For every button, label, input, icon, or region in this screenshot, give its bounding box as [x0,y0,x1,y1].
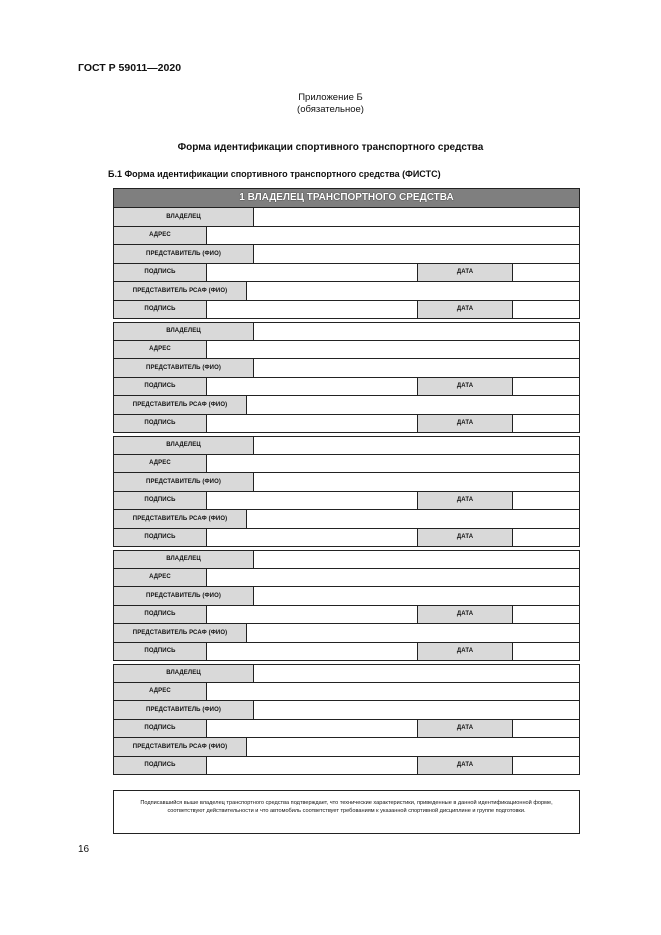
owner-label: ВЛАДЕЛЕЦ [114,551,254,568]
rsaf-signature-row [113,415,580,434]
address-label: АДРЕС [114,227,207,245]
address-field[interactable] [207,227,579,245]
signature-row [113,606,580,625]
representative-row [113,359,580,378]
signature-label: ПОДПИСЬ [114,415,207,433]
rsaf-signature-row [113,757,580,776]
owner-field[interactable] [254,208,579,226]
representative-row [113,245,580,264]
address-field[interactable] [207,455,579,473]
signature-row [113,492,580,511]
date-field[interactable] [513,492,579,510]
owner-row [113,664,580,683]
signature-label: ПОДПИСЬ [114,757,207,775]
date-label: ДАТА [418,757,513,775]
appendix-label: Приложение Б [298,92,363,103]
signature-label: ПОДПИСЬ [114,301,207,319]
address-label: АДРЕС [114,569,207,587]
signature-label: ПОДПИСЬ [114,264,207,282]
address-label: АДРЕС [114,455,207,473]
owner-field[interactable] [254,551,579,568]
address-row [113,683,580,702]
rsaf-representative-row [113,624,580,643]
address-field[interactable] [207,569,579,587]
representative-field[interactable] [254,473,579,491]
rsaf-representative-field[interactable] [247,624,579,642]
rsaf-signature-row [113,301,580,320]
signature-label: ПОДПИСЬ [114,643,207,661]
date-label: ДАТА [418,415,513,433]
signature-label: ПОДПИСЬ [114,492,207,510]
owner-row [113,208,580,227]
signature-label: ПОДПИСЬ [114,378,207,396]
rsaf-representative-row [113,738,580,757]
identification-form-table [113,188,580,775]
signature-field[interactable] [207,301,418,319]
signature-field[interactable] [207,606,418,624]
representative-field[interactable] [254,359,579,377]
representative-row [113,701,580,720]
rsaf-representative-label: ПРЕДСТАВИТЕЛЬ РСАФ (ФИО) [114,738,247,756]
signature-label: ПОДПИСЬ [114,606,207,624]
owner-field[interactable] [254,665,579,682]
address-field[interactable] [207,341,579,359]
representative-label: ПРЕДСТАВИТЕЛЬ (ФИО) [114,473,254,491]
rsaf-representative-label: ПРЕДСТАВИТЕЛЬ РСАФ (ФИО) [114,282,247,300]
owner-block [113,322,580,433]
rsaf-representative-field[interactable] [247,738,579,756]
representative-label: ПРЕДСТАВИТЕЛЬ (ФИО) [114,359,254,377]
signature-row [113,720,580,739]
representative-field[interactable] [254,587,579,605]
owner-label: ВЛАДЕЛЕЦ [114,437,254,454]
date-label: ДАТА [418,720,513,738]
table-header: 1 ВЛАДЕЛЕЦ ТРАНСПОРТНОГО СРЕДСТВА [113,188,580,208]
signature-field[interactable] [207,643,418,661]
signature-field[interactable] [207,529,418,547]
date-label: ДАТА [418,529,513,547]
date-field[interactable] [513,301,579,319]
document-id: ГОСТ Р 59011—2020 [78,62,182,74]
date-field[interactable] [513,264,579,282]
representative-label: ПРЕДСТАВИТЕЛЬ (ФИО) [114,245,254,263]
signature-field[interactable] [207,264,418,282]
owner-row [113,322,580,341]
rsaf-representative-label: ПРЕДСТАВИТЕЛЬ РСАФ (ФИО) [114,510,247,528]
form-title: Форма идентификации спортивного транспортного средства [177,142,484,153]
date-label: ДАТА [418,492,513,510]
representative-row [113,587,580,606]
signature-field[interactable] [207,492,418,510]
owner-label: ВЛАДЕЛЕЦ [114,208,254,226]
signature-row [113,264,580,283]
date-label: ДАТА [418,643,513,661]
rsaf-representative-row [113,396,580,415]
signature-field[interactable] [207,415,418,433]
address-label: АДРЕС [114,341,207,359]
rsaf-representative-field[interactable] [247,396,579,414]
page-number: 16 [78,844,90,855]
date-label: ДАТА [418,264,513,282]
representative-label: ПРЕДСТАВИТЕЛЬ (ФИО) [114,701,254,719]
owner-field[interactable] [254,323,579,340]
rsaf-representative-row [113,510,580,529]
date-label: ДАТА [418,378,513,396]
date-field[interactable] [513,378,579,396]
rsaf-representative-label: ПРЕДСТАВИТЕЛЬ РСАФ (ФИО) [114,624,247,642]
owner-label: ВЛАДЕЛЕЦ [114,665,254,682]
owner-row [113,436,580,455]
date-field[interactable] [513,606,579,624]
appendix-heading [0,92,661,116]
address-row [113,569,580,588]
rsaf-representative-label: ПРЕДСТАВИТЕЛЬ РСАФ (ФИО) [114,396,247,414]
signature-field[interactable] [207,378,418,396]
date-field[interactable] [513,757,579,775]
date-field[interactable] [513,720,579,738]
rsaf-signature-row [113,529,580,548]
appendix-status: (обязательное) [297,104,364,115]
section-title: Б.1 Форма идентификации спортивного транспортного средства (ФИСТС) [108,169,441,179]
signature-label: ПОДПИСЬ [114,529,207,547]
owner-block [113,550,580,661]
signature-field[interactable] [207,720,418,738]
date-field[interactable] [513,643,579,661]
owner-row [113,550,580,569]
representative-field[interactable] [254,701,579,719]
owner-field[interactable] [254,437,579,454]
rsaf-representative-field[interactable] [247,282,579,300]
rsaf-representative-row [113,282,580,301]
address-field[interactable] [207,683,579,701]
rsaf-signature-row [113,643,580,662]
signature-field[interactable] [207,757,418,775]
signature-row [113,378,580,397]
date-label: ДАТА [418,606,513,624]
rsaf-representative-field[interactable] [247,510,579,528]
date-label: ДАТА [418,301,513,319]
owner-label: ВЛАДЕЛЕЦ [114,323,254,340]
date-field[interactable] [513,415,579,433]
address-row [113,227,580,246]
owner-block [113,436,580,547]
owner-block [113,664,580,775]
representative-label: ПРЕДСТАВИТЕЛЬ (ФИО) [114,587,254,605]
representative-field[interactable] [254,245,579,263]
address-label: АДРЕС [114,683,207,701]
address-row [113,455,580,474]
owner-confirmation-notice: Подписавшийся выше владелец транспортного средства подтверждает, что технические характеристики, приведенные в данной идентификационной форме, соответствуют действительности и что автомобиль соответствует требованиям к указанной спортивной дисциплине и группе подготовки. [113,790,580,834]
owner-block [113,208,580,319]
representative-row [113,473,580,492]
date-field[interactable] [513,529,579,547]
signature-label: ПОДПИСЬ [114,720,207,738]
address-row [113,341,580,360]
